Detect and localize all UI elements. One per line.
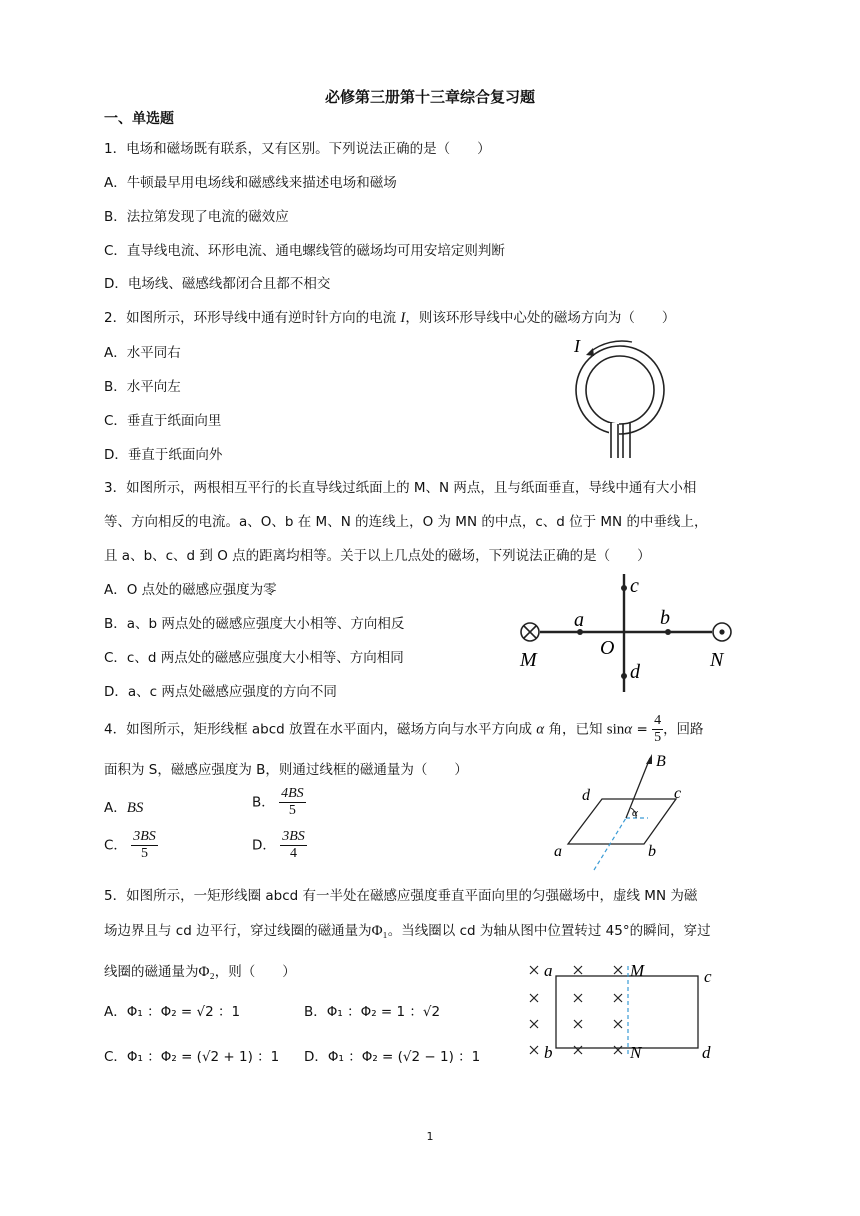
- q4-option-b-label: B．: [252, 794, 275, 811]
- q5-line1: 5．如图所示，一矩形线圈 abcd 有一半处在磁感应强度垂直平面向里的匀强磁场中，虚线 MN 为磁: [104, 888, 698, 904]
- q4-option-c-denominator: 5: [141, 846, 149, 861]
- q4-fig-label-B: B: [656, 753, 666, 770]
- q4-sin: sin: [606, 721, 625, 738]
- q2-option-a: A．水平同右: [104, 345, 181, 361]
- q1-stem: 1．电场和磁场既有联系，又有区别。下列说法正确的是（ ）: [104, 141, 491, 157]
- section-heading: 一、单选题: [104, 111, 174, 127]
- q1-option-c: C．直导线电流、环形电流、通电螺线管的磁场均可用安培定则判断: [104, 243, 505, 259]
- q5-fig-label-c: c: [704, 967, 712, 986]
- q4-option-d-numerator: 3BS: [282, 829, 305, 844]
- q4-line1-part2: 角，已知: [544, 721, 607, 738]
- q4-fig-label-c: c: [674, 785, 682, 802]
- q4-fig-label-alpha: α: [632, 807, 638, 819]
- q4-option-c: [104, 829, 158, 862]
- q3-fig-label-b: b: [660, 607, 670, 629]
- q5-coil-figure: [526, 958, 726, 1068]
- q1-option-a: A．牛顿最早用电场线和磁感线来描述电场和磁场: [104, 175, 397, 191]
- q4-option-a: [104, 796, 143, 817]
- q4-option-a-value: BS: [126, 800, 144, 816]
- page-number: 1: [426, 1130, 434, 1143]
- page-title: 必修第三册第十三章综合复习题: [324, 88, 535, 106]
- q5-option-d: D．Φ₁ ：Φ₂ = (√2 − 1) ：1: [304, 1049, 481, 1065]
- q3-line3: 且 a、b、c、d 到 O 点的距离均相等。关于以上几点处的磁场，下列说法正确的是（ ）: [104, 548, 651, 564]
- q5-line2-part1: 场边界且与 cd 边平行，穿过线圈的磁通量为: [104, 923, 372, 939]
- q5-option-c: C．Φ₁ ：Φ₂ = (√2 + 1) ：1: [104, 1049, 280, 1065]
- q5-fig-label-a: a: [544, 961, 553, 980]
- q5-phi2: Φ₂: [198, 964, 215, 980]
- q3-fig-label-d: d: [630, 661, 640, 683]
- q4-alpha-2: α: [624, 721, 633, 738]
- q4-option-c-numerator: 3BS: [133, 829, 156, 844]
- q4-frac-numerator: 4: [654, 713, 662, 728]
- q2-option-b: B．水平向左: [104, 379, 181, 395]
- q4-frac-denominator: 5: [654, 730, 662, 745]
- q5-line2-part2: 。当线圈以 cd 为轴从图中位置转过 45°的瞬间，穿过: [387, 923, 711, 939]
- q4-line1-part3: ，回路: [663, 721, 704, 738]
- q2-stem-part1: 2．如图所示，环形导线中通有逆时针方向的电流: [104, 310, 401, 326]
- q4-fig-label-a: a: [554, 843, 562, 860]
- q5-phi1: Φ₁: [371, 923, 388, 939]
- q5-line3-part2: ，则（ ）: [214, 964, 296, 980]
- q4-equals: =: [632, 721, 648, 738]
- q4-option-b-denominator: 5: [288, 803, 296, 818]
- q3-option-a: A．O 点处的磁感应强度为零: [104, 582, 277, 598]
- q2-fig-current-label: I: [574, 336, 580, 356]
- q2-option-c: C．垂直于纸面向里: [104, 413, 222, 429]
- q5-fig-label-M: M: [630, 961, 645, 980]
- q3-fig-label-M: M: [520, 649, 537, 671]
- q1-option-d: D．电场线、磁感线都闭合且都不相交: [104, 276, 331, 292]
- q3-line1: 3．如图所示，两根相互平行的长直导线过纸面上的 M、N 两点，且与纸面垂直，导线中通有大小相: [104, 480, 697, 496]
- q3-line2: 等、方向相反的电流。a、O、b 在 M、N 的连线上，O 为 MN 的中点，c、d 位于 MN 的中垂线上，: [104, 514, 708, 530]
- q2-ring-figure: [560, 330, 690, 460]
- q3-fig-label-c: c: [630, 575, 639, 597]
- q4-alpha: α: [536, 721, 545, 738]
- q2-option-d: D．垂直于纸面向外: [104, 447, 223, 463]
- q5-line3-part1: 线圈的磁通量为: [104, 964, 199, 980]
- q3-wires-figure: [510, 568, 770, 694]
- q2-stem-part2: ，则该环形导线中心处的磁场方向为（ ）: [405, 310, 676, 326]
- q5-option-b: B．Φ₁ ：Φ₂ = 1 ：√2: [304, 1004, 441, 1020]
- q3-fig-label-N: N: [710, 649, 724, 671]
- q2-current-var: I: [400, 310, 406, 326]
- q4-line1: [104, 713, 704, 746]
- q4-option-c-label: C．: [104, 837, 127, 854]
- q4-frame-figure: [548, 746, 708, 874]
- q2-stem: [104, 306, 675, 327]
- q5-option-a: A．Φ₁ ：Φ₂ = √2 ：1: [104, 1004, 241, 1020]
- q3-option-b: B．a、b 两点处的磁感应强度大小相等、方向相反: [104, 616, 405, 632]
- q5-line3: [104, 960, 296, 981]
- q4-option-a-label: A．: [104, 800, 127, 816]
- q5-line2: [104, 919, 711, 940]
- q3-option-c: C．c、d 两点处的磁感应强度大小相等、方向相同: [104, 650, 404, 666]
- q5-fig-label-N: N: [630, 1043, 642, 1062]
- q4-fig-label-d: d: [582, 787, 590, 804]
- q4-line1-part1: 4．如图所示，矩形线框 abcd 放置在水平面内，磁场方向与水平方向成: [104, 721, 537, 738]
- q3-fig-label-a: a: [574, 609, 584, 631]
- q4-fig-label-b: b: [648, 843, 656, 860]
- q3-fig-label-O: O: [600, 637, 615, 659]
- q3-option-d: D．a、c 两点处磁感应强度的方向不同: [104, 684, 337, 700]
- q1-option-b: B．法拉第发现了电流的磁效应: [104, 209, 289, 225]
- q5-fig-label-d: d: [702, 1043, 711, 1062]
- q4-option-b: [252, 786, 306, 819]
- q4-option-d: [252, 829, 307, 862]
- q4-line2: 面积为 S，磁感应强度为 B，则通过线框的磁通量为（ ）: [104, 762, 468, 778]
- q4-option-d-label: D．: [252, 837, 276, 854]
- q5-fig-label-b: b: [544, 1043, 553, 1062]
- q4-option-d-denominator: 4: [289, 846, 297, 861]
- q4-option-b-numerator: 4BS: [281, 786, 304, 801]
